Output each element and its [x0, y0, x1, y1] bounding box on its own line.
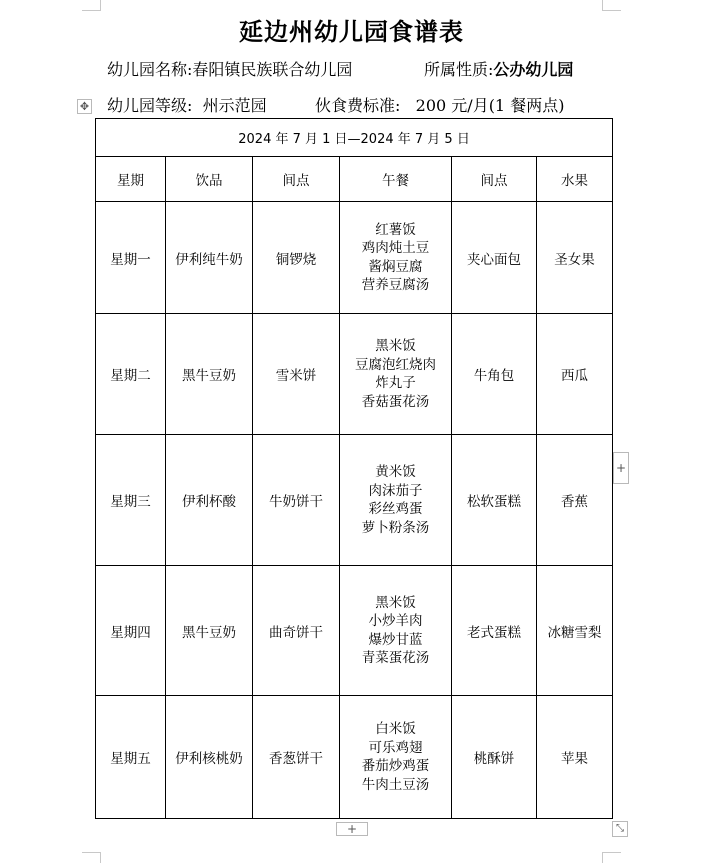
- move-arrows-icon: ✥: [79, 100, 90, 113]
- drink-cell: 伊利纯牛奶: [166, 202, 253, 314]
- kindergarten-level-value: 州示范园: [202, 96, 267, 115]
- kindergarten-nature-line: [424, 57, 573, 80]
- crop-mark-top-left: [82, 0, 101, 11]
- plus-icon: +: [615, 461, 627, 475]
- kindergarten-name-line: [107, 57, 352, 80]
- document-title: 延边州幼儿园食谱表: [239, 18, 464, 46]
- drink-cell: 黑牛豆奶: [166, 314, 253, 435]
- kindergarten-name-value: 春阳镇民族联合幼儿园: [192, 60, 353, 79]
- lunch-cell: [340, 202, 452, 314]
- meal-fee-line: [315, 93, 564, 116]
- lunch-item: 可乐鸡翅: [368, 739, 423, 756]
- table-resize-handle[interactable]: [612, 821, 628, 837]
- fruit-cell: 西瓜: [537, 314, 613, 435]
- plus-icon: +: [346, 822, 358, 836]
- table-move-handle[interactable]: [77, 99, 92, 114]
- date-range: 2024 年 7 月 1 日—2024 年 7 月 5 日: [96, 119, 613, 157]
- add-row-button[interactable]: [336, 822, 368, 836]
- lunch-cell: [340, 435, 452, 566]
- lunch-item: 黄米饭: [375, 464, 416, 480]
- table-row: [96, 202, 613, 314]
- header-fruit: 水果: [537, 157, 613, 202]
- snack-afternoon-cell: 夹心面包: [452, 202, 537, 314]
- crop-mark-bottom-left: [82, 852, 101, 863]
- lunch-item: 番茄炒鸡蛋: [361, 758, 430, 774]
- drink-cell: 黑牛豆奶: [166, 566, 253, 696]
- lunch-item: 香菇蛋花汤: [361, 393, 430, 410]
- lunch-item: 青菜蛋花汤: [361, 650, 430, 666]
- lunch-item: 肉沫茄子: [368, 482, 423, 499]
- snack-morning-cell: 牛奶饼干: [253, 435, 340, 566]
- date-range-row: [96, 119, 613, 157]
- lunch-item: 黑米饭: [375, 594, 416, 611]
- weekday-cell: 星期四: [96, 566, 166, 696]
- kindergarten-name-label: 幼儿园名称:: [107, 60, 193, 79]
- fruit-cell: 圣女果: [537, 202, 613, 314]
- snack-afternoon-cell: 老式蛋糕: [452, 566, 537, 696]
- kindergarten-level-label: 幼儿园等级:: [107, 96, 193, 115]
- drink-cell: 伊利杯酸: [166, 435, 253, 566]
- lunch-item: 萝卜粉条汤: [361, 519, 430, 536]
- snack-afternoon-cell: 牛角包: [452, 314, 537, 435]
- fruit-cell: 香蕉: [537, 435, 613, 566]
- fruit-cell: 苹果: [537, 696, 613, 819]
- lunch-item: 小炒羊肉: [368, 613, 423, 629]
- lunch-item: 营养豆腐汤: [361, 277, 430, 293]
- header-row: [96, 157, 613, 202]
- header-snack-afternoon: 间点: [452, 157, 537, 202]
- header-snack-morning: 间点: [253, 157, 340, 202]
- kindergarten-level-line: [107, 93, 267, 116]
- lunch-item: 彩丝鸡蛋: [368, 501, 423, 517]
- lunch-item: 豆腐泡红烧肉: [355, 356, 436, 373]
- lunch-item: 黑米饭: [375, 338, 416, 354]
- table-row: [96, 314, 613, 435]
- lunch-cell: [340, 696, 452, 819]
- weekday-cell: 星期五: [96, 696, 166, 819]
- snack-morning-cell: 曲奇饼干: [253, 566, 340, 696]
- snack-morning-cell: 香葱饼干: [253, 696, 340, 819]
- meal-fee-value: 200 元/月(1 餐两点): [415, 96, 565, 115]
- snack-morning-cell: 铜锣烧: [253, 202, 340, 314]
- header-weekday: 星期: [96, 157, 166, 202]
- weekday-cell: 星期一: [96, 202, 166, 314]
- table-row: [96, 696, 613, 819]
- lunch-item: 红薯饭: [375, 221, 416, 238]
- lunch-item: 炸丸子: [375, 375, 416, 391]
- menu-table: [95, 118, 613, 819]
- table-row: [96, 435, 613, 566]
- lunch-item: 白米饭: [375, 721, 416, 737]
- lunch-cell: [340, 314, 452, 435]
- snack-afternoon-cell: 松软蛋糕: [452, 435, 537, 566]
- add-column-button[interactable]: [613, 452, 629, 484]
- kindergarten-nature-label: 所属性质:: [424, 60, 494, 79]
- crop-mark-top-right: [602, 0, 621, 11]
- lunch-cell: [340, 566, 452, 696]
- kindergarten-nature-value: 公办幼儿园: [493, 60, 574, 79]
- diagonal-resize-icon: ⤡: [616, 823, 624, 834]
- weekday-cell: 星期三: [96, 435, 166, 566]
- table-row: [96, 566, 613, 696]
- snack-morning-cell: 雪米饼: [253, 314, 340, 435]
- meal-fee-label: 伙食费标准:: [315, 96, 401, 115]
- lunch-item: 爆炒甘蓝: [368, 631, 423, 648]
- lunch-item: 鸡肉炖土豆: [361, 240, 430, 256]
- header-drink: 饮品: [166, 157, 253, 202]
- snack-afternoon-cell: 桃酥饼: [452, 696, 537, 819]
- crop-mark-bottom-right: [602, 852, 621, 863]
- weekday-cell: 星期二: [96, 314, 166, 435]
- fruit-cell: 冰糖雪梨: [537, 566, 613, 696]
- lunch-item: 牛肉土豆汤: [361, 776, 430, 793]
- header-lunch: 午餐: [340, 157, 452, 202]
- lunch-item: 酱焖豆腐: [368, 258, 423, 275]
- drink-cell: 伊利核桃奶: [166, 696, 253, 819]
